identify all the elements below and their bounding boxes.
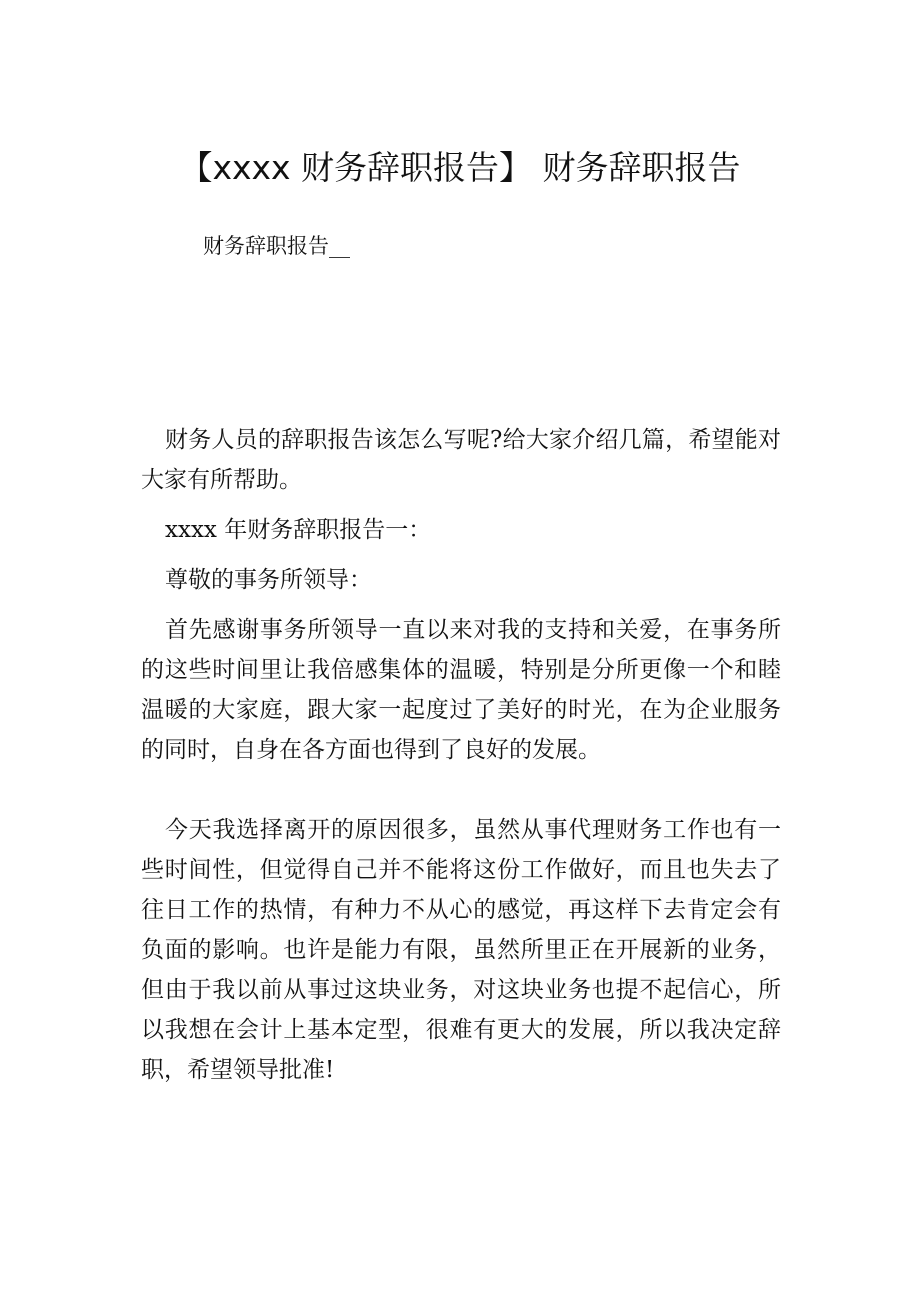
intro-paragraph: 财务人员的辞职报告该怎么写呢?给大家介绍几篇，希望能对大家有所帮助。	[141, 427, 781, 493]
body-paragraph-2: 今天我选择离开的原因很多，虽然从事代理财务工作也有一些时间性，但觉得自己并不能将这份工作做好，而且也失去了往日工作的热情，有种力不从心的感觉，再这样下去肯定会有负面的影响。也许是能力有限，虽然所里正在开展新的业务，但由于我以前从事过这块业务，对这块业务也提不起信心，所以我想在会计上基本定型，很难有更大的发展，所以我决定辞职，希望领导批准!	[141, 817, 781, 1083]
section-heading: xxxx 年财务辞职报告一：	[165, 517, 432, 543]
body-paragraph-1: 首先感谢事务所领导一直以来对我的支持和关爱，在事务所的这些时间里让我倍感集体的温暖，特别是分所更像一个和睦温暖的大家庭，跟大家一起度过了美好的时光，在为企业服务的同时，自身在各方面也得到了良好的发展。	[141, 617, 781, 763]
document-body	[141, 420, 781, 1100]
salutation: 尊敬的事务所领导：	[165, 567, 372, 593]
document-subtitle: 财务辞职报告__	[203, 234, 350, 258]
document-title: 【xxxx 财务辞职报告】 财务辞职报告	[179, 148, 741, 187]
